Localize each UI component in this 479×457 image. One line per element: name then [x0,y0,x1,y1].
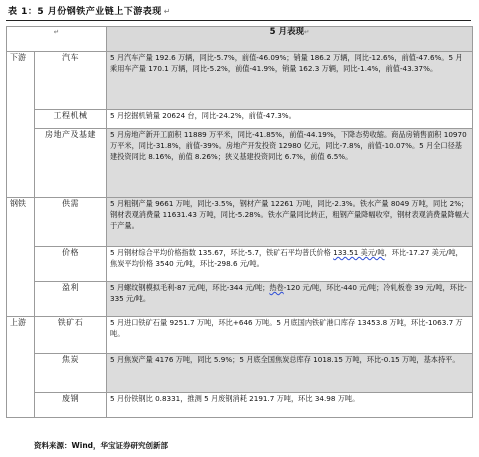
table-caption [8,4,171,17]
paragraph-mark: ↵ [163,7,171,16]
industry-chain-table [6,26,473,418]
row-label-coke: 焦炭 [35,354,107,393]
row-text-scrap: 5 月份铁钢比 0.8331，推测 5 月废钢消耗 2191.7 万吨，环比 34.98 万吨。 [107,393,473,418]
table-row-ore [7,317,473,354]
row-label-supply: 供需 [35,198,107,247]
table-row-profit [7,282,473,317]
profit-hotroll-flagged: 热卷 [269,283,284,292]
row-label-auto: 汽车 [35,52,107,110]
table-row-supply [7,198,473,247]
header-row [7,27,473,52]
row-text-ore: 5 月进口铁矿石量 9251.7 万吨，环比+646 万吨。5 月底国内铁矿港口库存 13453.8 万吨，环比-1063.7 万吨。 [107,317,473,354]
row-text-property: 5 月房地产新开工面积 11889 万平米，同比-41.85%，前值-44.19%，下降态势收缩。商品房销售面积 10970 万平米，同比-31.8%，前值-39%。房地产开发投资 12980 亿元，同比-7.8%，前值-10.07%。5 月全口径基建投资同比 8.16%，前值 8.26%；狭义基建投资同比 6.7%，前值 6.5%。 [107,129,473,198]
table-row-price [7,247,473,282]
caption-title: 表 1：5 月份钢铁产业链上下游表现 [8,7,162,17]
row-text-auto: 5 月汽车产量 192.6 万辆，同比-5.7%，前值-46.09%；销量 186.2 万辆，同比-12.6%，前值-47.6%。5 月乘用车产量 170.1 万辆，同比-5.2%，前值-41.9%，销量 162.3 万辆，同比-1.4%，前值-43.37%。 [107,52,473,110]
row-text-machinery: 5 月挖掘机销量 20624 台，同比-24.2%，前值-47.3%。 [107,110,473,129]
row-label-price: 价格 [35,247,107,282]
row-label-profit: 盈利 [35,282,107,317]
table-row-auto [7,52,473,110]
header-blank-cell: ↵ [7,27,107,52]
caption-rule [6,20,471,21]
source-note: 资料来源：Wind，华宝证券研究创新部 [34,441,169,450]
group-steel: 钢铁 [7,198,35,317]
table-row-property [7,129,473,198]
row-text-price: 5 月钢材综合平均价格指数 135.67，环比-5.7，铁矿石平均普氏价格 133.51 美元/吨，环比-17.27 美元/吨，焦炭平均价格 3540 元/吨，环比-298.6 元/吨。 [107,247,473,282]
row-text-coke: 5 月焦炭产量 4176 万吨，同比 5.9%；5 月底全国焦炭总库存 1018.15 万吨，环比-0.15 万吨，基本持平。 [107,354,473,393]
table-row-machinery [7,110,473,129]
row-text-profit: 5 月螺纹钢模拟毛利-87 元/吨，环比-344 元/吨；热卷-120 元/吨，环比-440 元/吨；冷轧板卷 39 元/吨，环比-335 元/吨。 [107,282,473,317]
table-row-coke [7,354,473,393]
group-downstream: 下游 [7,52,35,198]
table-row-scrap [7,393,473,418]
header-title: 5 月表现↵ [107,27,473,52]
group-upstream: 上游 [7,317,35,418]
row-label-ore: 铁矿石 [35,317,107,354]
row-label-property: 房地产及基建 [35,129,107,198]
row-label-machinery: 工程机械 [35,110,107,129]
row-text-supply: 5 月粗钢产量 9661 万吨，同比-3.5%，钢材产量 12261 万吨，同比-2.3%。铁水产量 8049 万吨，同比 2%；钢材表观消费量 11631.43 万吨，同比-5.28%。铁水产量同比转正，粗钢产量降幅收窄，钢材表观消费量降幅大于产量。 [107,198,473,247]
row-label-scrap: 废钢 [35,393,107,418]
price-ore-flagged: 133.51 美元/吨 [333,248,385,257]
